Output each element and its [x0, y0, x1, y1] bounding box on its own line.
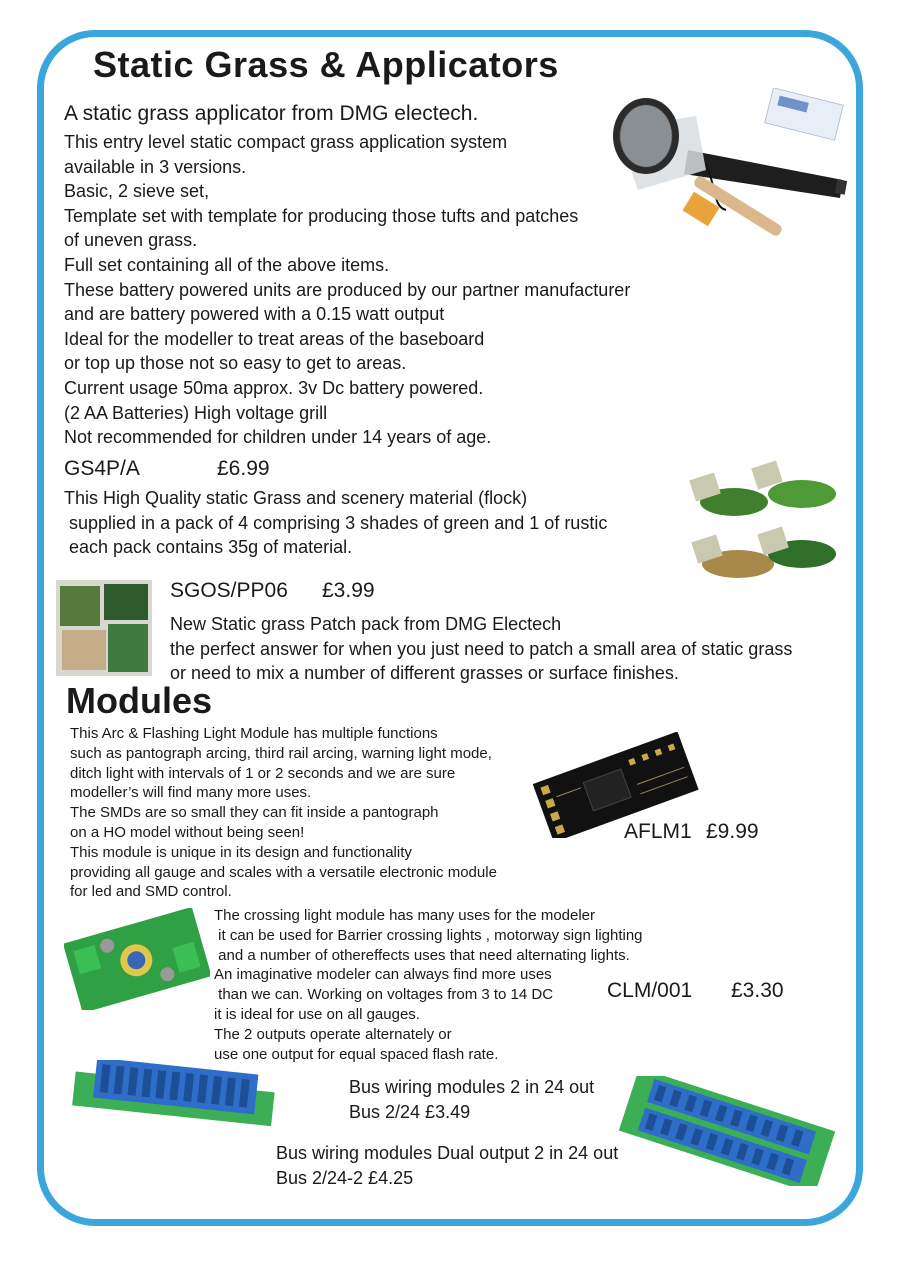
applicator-line: Basic, 2 sieve set,: [64, 181, 210, 202]
bus-wiring-module-image: [70, 1060, 280, 1126]
applicator-line: and are battery powered with a 0.15 watt output: [64, 304, 445, 325]
applicator-line: of uneven grass.: [64, 230, 198, 251]
patch-line: the perfect answer for when you just need to patch a small area of static grass: [170, 638, 793, 659]
applicator-line: This entry level static compact grass application system: [64, 132, 508, 152]
bus2-title: Bus wiring modules Dual output 2 in 24 out: [276, 1143, 619, 1163]
flock-line: This High Quality static Grass and scenery material (flock): [64, 488, 528, 508]
bus2-code-price: Bus 2/24-2 £4.25: [276, 1167, 414, 1188]
clm-description: [214, 906, 643, 1064]
applicator-cup: [613, 98, 706, 190]
patch-code: SGOS/PP06: [170, 579, 288, 602]
aflm-line: This module is unique in its design and functionality: [70, 843, 412, 861]
bus1-code-price: Bus 2/24 £3.49: [349, 1101, 471, 1122]
aflm-line: on a HO model without being seen!: [70, 823, 305, 841]
patch-line: or need to mix a number of different grasses or surface finishes.: [170, 663, 679, 684]
clm-line: and a number of othereffects uses that need alternating lights.: [214, 946, 630, 964]
flock-line: supplied in a pack of 4 comprising 3 shades of green and 1 of rustic: [64, 512, 608, 533]
patch-description: [170, 612, 792, 686]
clm-code: CLM/001: [607, 979, 693, 1002]
clm-line: use one output for equal spaced flash rate.: [214, 1045, 499, 1063]
clm-line: than we can. Working on voltages from 3 to 14 DC: [214, 986, 554, 1004]
aflm-line: This Arc & Flashing Light Module has multiple functions: [70, 725, 438, 742]
applicator-line: Current usage 50ma approx. 3v Dc battery powered.: [64, 377, 484, 398]
dual-bus-wiring-module-image: [618, 1076, 836, 1186]
applicator-line: These battery powered units are produced by our partner manufacturer: [64, 279, 631, 300]
modules-heading: Modules: [66, 680, 213, 721]
applicator-line: Template set with template for producing those tufts and patches: [64, 205, 579, 226]
page-title: Static Grass & Applicators: [93, 44, 559, 85]
aflm-line: modeller’s will find many more uses.: [70, 784, 312, 802]
clm-line: it is ideal for use on all gauges.: [214, 1005, 420, 1023]
aflm-line: such as pantograph arcing, third rail arcing, warning light mode,: [70, 744, 492, 762]
applicator-description: [64, 130, 630, 450]
clm-line: The crossing light module has many uses for the modeler: [214, 907, 596, 924]
aflm-line: for led and SMD control.: [70, 883, 232, 901]
bus1-info: [349, 1075, 594, 1124]
clm-line: it can be used for Barrier crossing lights , motorway sign lighting: [214, 926, 643, 944]
bus1-title: Bus wiring modules 2 in 24 out: [349, 1077, 595, 1097]
flock-line: each pack contains 35g of material.: [64, 537, 353, 558]
patch-price: £3.99: [322, 579, 375, 602]
applicator-line: Ideal for the modeller to treat areas of the baseboard: [64, 328, 485, 349]
clm-line: The 2 outputs operate alternately or: [214, 1025, 452, 1043]
aflm-line: providing all gauge and scales with a versatile electronic module: [70, 863, 497, 881]
aflm-price: £9.99: [706, 820, 759, 843]
patch-line: New Static grass Patch pack from DMG Electech: [170, 614, 562, 634]
aflm-code: AFLM1: [624, 820, 692, 843]
flock-description: [64, 486, 607, 560]
clm-price: £3.30: [731, 979, 784, 1002]
aflm-line: ditch light with intervals of 1 or 2 seconds and we are sure: [70, 764, 456, 782]
patch-pack-image: [56, 580, 152, 676]
applicator-line: Full set containing all of the above items.: [64, 254, 390, 275]
applicator-line: (2 AA Batteries) High voltage grill: [64, 402, 328, 423]
aflm-line: The SMDs are so small they can fit inside a pantograph: [70, 804, 439, 822]
applicator-line: available in 3 versions.: [64, 156, 247, 177]
flock-price: £6.99: [217, 457, 270, 480]
clm-line: An imaginative modeler can always find more uses: [214, 966, 552, 984]
flock-jars-image: [684, 458, 844, 582]
instruction-card: [765, 88, 844, 140]
bus2-info: [276, 1141, 618, 1190]
crossing-light-module-image: [64, 908, 210, 1010]
applicator-line: Not recommended for children under 14 years of age.: [64, 427, 492, 448]
aflm-description: [70, 724, 497, 902]
applicator-lead: A static grass applicator from DMG electech.: [64, 102, 479, 125]
flock-code: GS4P/A: [64, 457, 140, 480]
static-grass-applicator-image: [608, 88, 858, 263]
applicator-line: or top up those not so easy to get to areas.: [64, 353, 407, 374]
